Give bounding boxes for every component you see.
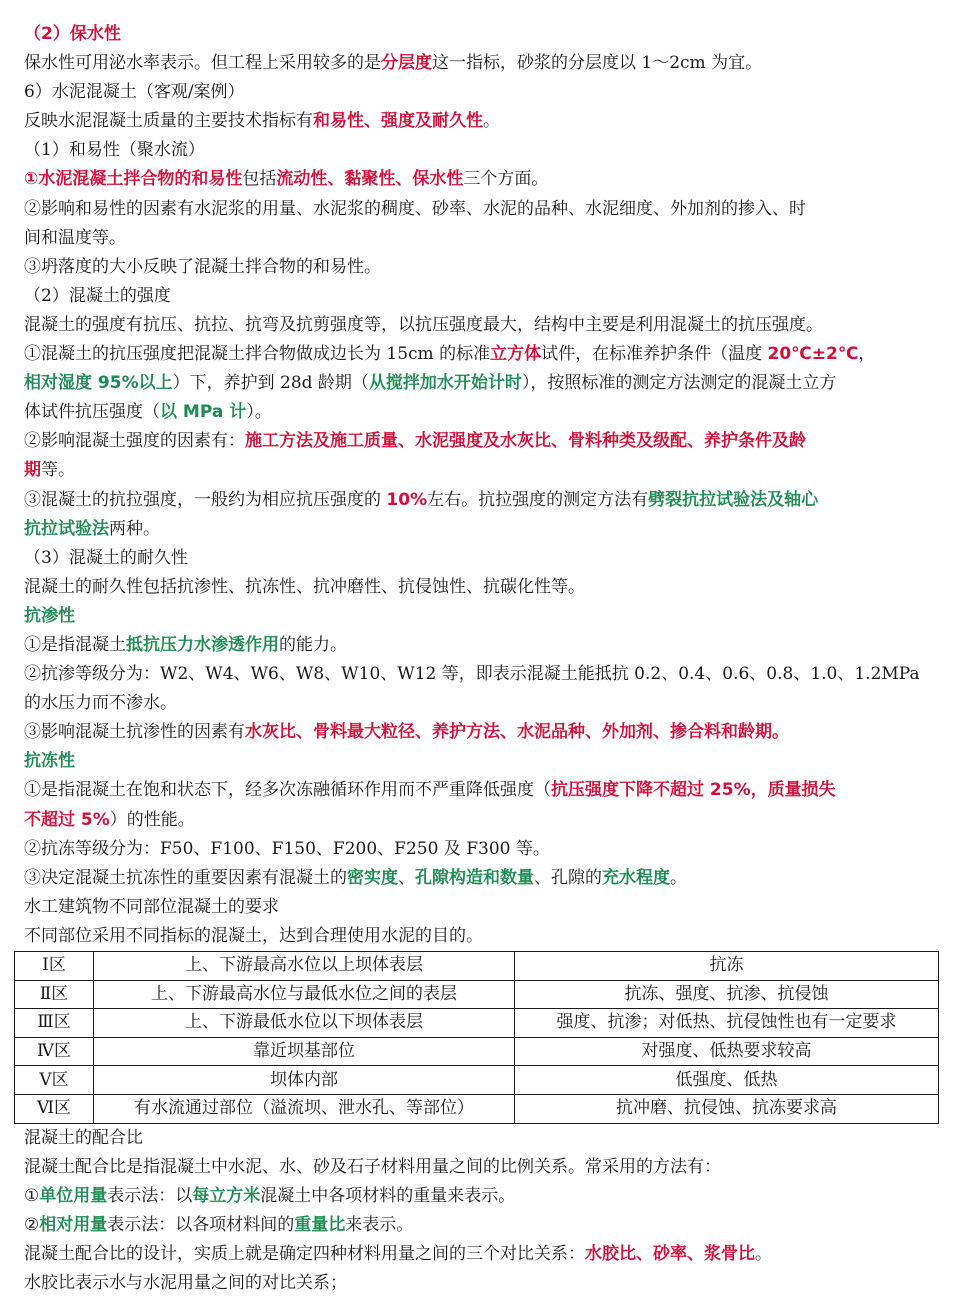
text-line [24, 776, 940, 805]
emphasis-text: 相对湿度 95%以上 [24, 373, 173, 394]
zone-requirement-cell: 强度、抗渗；对低热、抗侵蚀性也有一定要求 [515, 1009, 939, 1038]
body-text: 等。 [41, 460, 75, 481]
document-page [24, 20, 940, 1298]
body-text: 水工建筑物不同部位混凝土的要求 [24, 896, 279, 917]
body-text: 。 [670, 867, 687, 888]
emphasis-text: 立方体 [490, 344, 542, 365]
text-line [24, 165, 940, 194]
zone-requirement-cell: 抗冻 [515, 952, 939, 981]
body-text: 的水压力而不渗水。 [24, 693, 177, 714]
zone-requirement-cell: 低强度、低热 [515, 1066, 939, 1095]
body-text: 左右。抗拉强度的测定方法有 [427, 489, 649, 510]
emphasis-text: 10% [386, 489, 428, 510]
emphasis-text: 抗压强度下降不超过 25%，质量损失 [551, 780, 836, 801]
body-text: 两种。 [109, 518, 160, 539]
body-text: 。 [755, 1243, 772, 1264]
emphasis-text: 水胶比、砂率、浆骨比 [585, 1243, 755, 1264]
emphasis-text: 分层度 [381, 53, 432, 74]
body-text: 不同部位采用不同指标的混凝土，达到合理使用水泥的目的。 [24, 925, 483, 946]
emphasis-text: 孔隙构造和数量 [415, 867, 534, 888]
text-line [24, 195, 940, 224]
text-line [24, 573, 940, 602]
text-line [24, 107, 940, 136]
zone-label-cell: Ⅰ区 [15, 952, 94, 981]
emphasis-text: （2）保水性 [24, 24, 121, 44]
emphasis-text: 单位用量 [39, 1185, 108, 1206]
body-text: 反映水泥混凝土质量的主要技术指标有 [24, 111, 313, 132]
text-line [24, 1182, 940, 1211]
text-line [24, 49, 940, 78]
emphasis-text: 相对用量 [39, 1214, 108, 1235]
body-text: 的能力。 [279, 634, 347, 655]
emphasis-text: 从搅拌加水开始计时 [368, 373, 522, 394]
table-row [15, 952, 939, 981]
emphasis-text: 密实度 [347, 867, 398, 888]
emphasis-text: 不超过 5% [24, 809, 110, 830]
emphasis-text: 劈裂抗拉试验法及轴心 [648, 489, 819, 510]
text-line [24, 835, 940, 864]
text-line [24, 282, 940, 311]
body-text: 混凝土中各项材料的重量来表示。 [260, 1185, 516, 1206]
emphasis-text: 以 MPa 计 [160, 402, 247, 423]
body-text: ， [858, 344, 876, 365]
emphasis-text: 抗拉试验法 [24, 518, 109, 539]
text-line [24, 893, 940, 922]
zone-location-cell: 坝体内部 [94, 1066, 515, 1095]
zone-label-cell: Ⅴ区 [15, 1066, 94, 1095]
text-line [24, 486, 940, 515]
table-row [15, 980, 939, 1009]
text-line [24, 718, 940, 747]
body-text: ）的性能。 [109, 809, 195, 830]
text-line [24, 398, 940, 427]
emphasis-text: 水灰比、骨料最大粒径、养护方法、水泥品种、外加剂、掺合料和龄期。 [245, 722, 789, 743]
text-line [24, 456, 940, 485]
text-line [24, 253, 940, 282]
body-text: ② [24, 1214, 40, 1235]
text-line [24, 20, 940, 49]
body-text: 水胶比表示水与水泥用量之间的对比关系； [24, 1273, 347, 1294]
body-text: 混凝土的配合比 [24, 1127, 143, 1148]
body-text: ③影响混凝土抗渗性的因素有 [24, 722, 245, 743]
emphasis-text: 充水程度 [602, 867, 670, 888]
zone-location-cell: 上、下游最高水位以上坝体表层 [94, 952, 515, 981]
body-text: ①混凝土的抗压强度把混凝土拌合物做成边长为 15cm 的标准 [24, 344, 491, 365]
body-text: ③坍落度的大小反映了混凝土拌合物的和易性。 [24, 256, 381, 277]
emphasis-text: ①水泥混凝土拌合物的和易性 [24, 169, 243, 190]
text-line [24, 369, 940, 398]
text-block-bottom [24, 1124, 940, 1299]
text-line [24, 660, 940, 689]
emphasis-text: 重量比 [294, 1214, 346, 1235]
emphasis-text: 每立方米 [192, 1185, 261, 1206]
body-text: 表示法：以各项材料间的 [107, 1214, 295, 1235]
emphasis-text: 施工方法及施工质量、水泥强度及水灰比、骨料种类及级配、养护条件及龄 [245, 431, 806, 452]
body-text: 来表示。 [345, 1214, 414, 1235]
body-text: ）下，养护到 28d 龄期（ [172, 373, 369, 394]
body-text: ②抗冻等级分为：F50、F100、F150、F200、F250 及 F300 等。 [24, 838, 550, 859]
body-text: （1）和易性（聚水流） [24, 140, 205, 161]
text-line [24, 1124, 940, 1153]
zone-location-cell: 上、下游最高水位与最低水位之间的表层 [94, 980, 515, 1009]
text-block-top [24, 20, 940, 951]
body-text: 间和温度等。 [24, 227, 126, 248]
text-line [24, 631, 940, 660]
body-text: ③决定混凝土抗冻性的重要因素有混凝土的 [24, 867, 347, 888]
emphasis-text: 抵抗压力水渗透作用 [126, 634, 279, 655]
text-line [24, 544, 940, 573]
body-text: 表示法：以 [107, 1185, 193, 1206]
body-text: ②抗渗等级分为：W2、W4、W6、W8、W10、W12 等，即表示混凝土能抵抗 0.2、0.4、0.6、0.8、1.0、1.2MPa [24, 664, 920, 685]
body-text: ）。 [246, 402, 272, 423]
body-text: 、 [398, 867, 415, 888]
text-line [24, 311, 940, 340]
zone-label-cell: Ⅲ区 [15, 1009, 94, 1038]
body-text: 混凝土的强度有抗压、抗拉、抗弯及抗剪强度等，以抗压强度最大，结构中主要是利用混凝土的抗压强度。 [24, 314, 823, 335]
text-line [24, 515, 940, 544]
text-line [24, 224, 940, 253]
zone-label-cell: Ⅵ区 [15, 1094, 94, 1123]
zone-requirement-cell: 抗冻、强度、抗渗、抗侵蚀 [515, 980, 939, 1009]
body-text: 试件，在标准养护条件（温度 [541, 344, 768, 365]
table-row [15, 1009, 939, 1038]
zone-location-cell: 靠近坝基部位 [94, 1037, 515, 1066]
text-line [24, 78, 940, 107]
emphasis-text: 流动性、黏聚性、保水性 [276, 169, 464, 190]
body-text: （3）混凝土的耐久性 [24, 547, 188, 568]
text-line [24, 427, 940, 456]
text-line [24, 864, 940, 893]
body-text: 、孔隙的 [534, 867, 602, 888]
emphasis-text: 抗渗性 [24, 605, 75, 626]
text-line [24, 340, 940, 369]
body-text: 。 [483, 111, 500, 132]
table-row [15, 1037, 939, 1066]
body-text: 包括 [242, 169, 277, 190]
emphasis-text: 期 [24, 460, 41, 481]
body-text: 体试件抗压强度（ [24, 402, 160, 423]
zone-label-cell: Ⅳ区 [15, 1037, 94, 1066]
table-row [15, 1094, 939, 1123]
body-text: 保水性可用泌水率表示。但工程上采用较多的是 [24, 53, 381, 74]
text-line [24, 747, 940, 776]
zone-requirements-table [14, 951, 939, 1124]
body-text: ③混凝土的抗拉强度，一般约为相应抗压强度的 [24, 489, 387, 510]
text-line [24, 1211, 940, 1240]
body-text: 混凝土配合比是指混凝土中水泥、水、砂及石子材料用量之间的比例关系。常采用的方法有： [24, 1156, 721, 1177]
body-text: 混凝土的耐久性包括抗渗性、抗冻性、抗冲磨性、抗侵蚀性、抗碳化性等。 [24, 576, 585, 597]
text-line [24, 136, 940, 165]
body-text: ①是指混凝土 [24, 634, 126, 655]
emphasis-text: 20℃±2℃ [767, 344, 859, 365]
body-text: 混凝土配合比的设计，实质上就是确定四种材料用量之间的三个对比关系： [24, 1243, 585, 1264]
zone-location-cell: 上、下游最低水位以下坝体表层 [94, 1009, 515, 1038]
body-text: 6）水泥混凝土（客观/案例） [24, 82, 245, 103]
zone-location-cell: 有水流通过部位（溢流坝、泄水孔、等部位） [94, 1094, 515, 1123]
text-line [24, 922, 940, 951]
zone-requirement-cell: 对强度、低热要求较高 [515, 1037, 939, 1066]
text-line [24, 689, 940, 718]
text-line [24, 602, 940, 631]
zone-requirement-cell: 抗冲磨、抗侵蚀、抗冻要求高 [515, 1094, 939, 1123]
emphasis-text: 和易性、强度及耐久性 [313, 111, 483, 132]
text-line [24, 1240, 940, 1269]
body-text: ），按照标准的测定方法测定的混凝土立方 [521, 373, 837, 394]
body-text: ① [24, 1185, 40, 1206]
emphasis-text: 抗冻性 [24, 751, 75, 772]
body-text: 这一指标，砂浆的分层度以 1～2cm 为宜。 [432, 53, 763, 74]
body-text: （2）混凝土的强度 [24, 285, 171, 306]
table-row [15, 1066, 939, 1095]
body-text: ②影响混凝土强度的因素有： [24, 431, 245, 452]
body-text: ②影响和易性的因素有水泥浆的用量、水泥浆的稠度、砂率、水泥的品种、水泥细度、外加剂的掺入、时 [24, 198, 806, 219]
body-text: ①是指混凝土在饱和状态下，经多次冻融循环作用而不严重降低强度（ [24, 780, 551, 801]
text-line [24, 806, 940, 835]
zone-label-cell: Ⅱ区 [15, 980, 94, 1009]
body-text: 三个方面。 [463, 169, 549, 190]
text-line [24, 1153, 940, 1182]
text-line [24, 1269, 940, 1298]
